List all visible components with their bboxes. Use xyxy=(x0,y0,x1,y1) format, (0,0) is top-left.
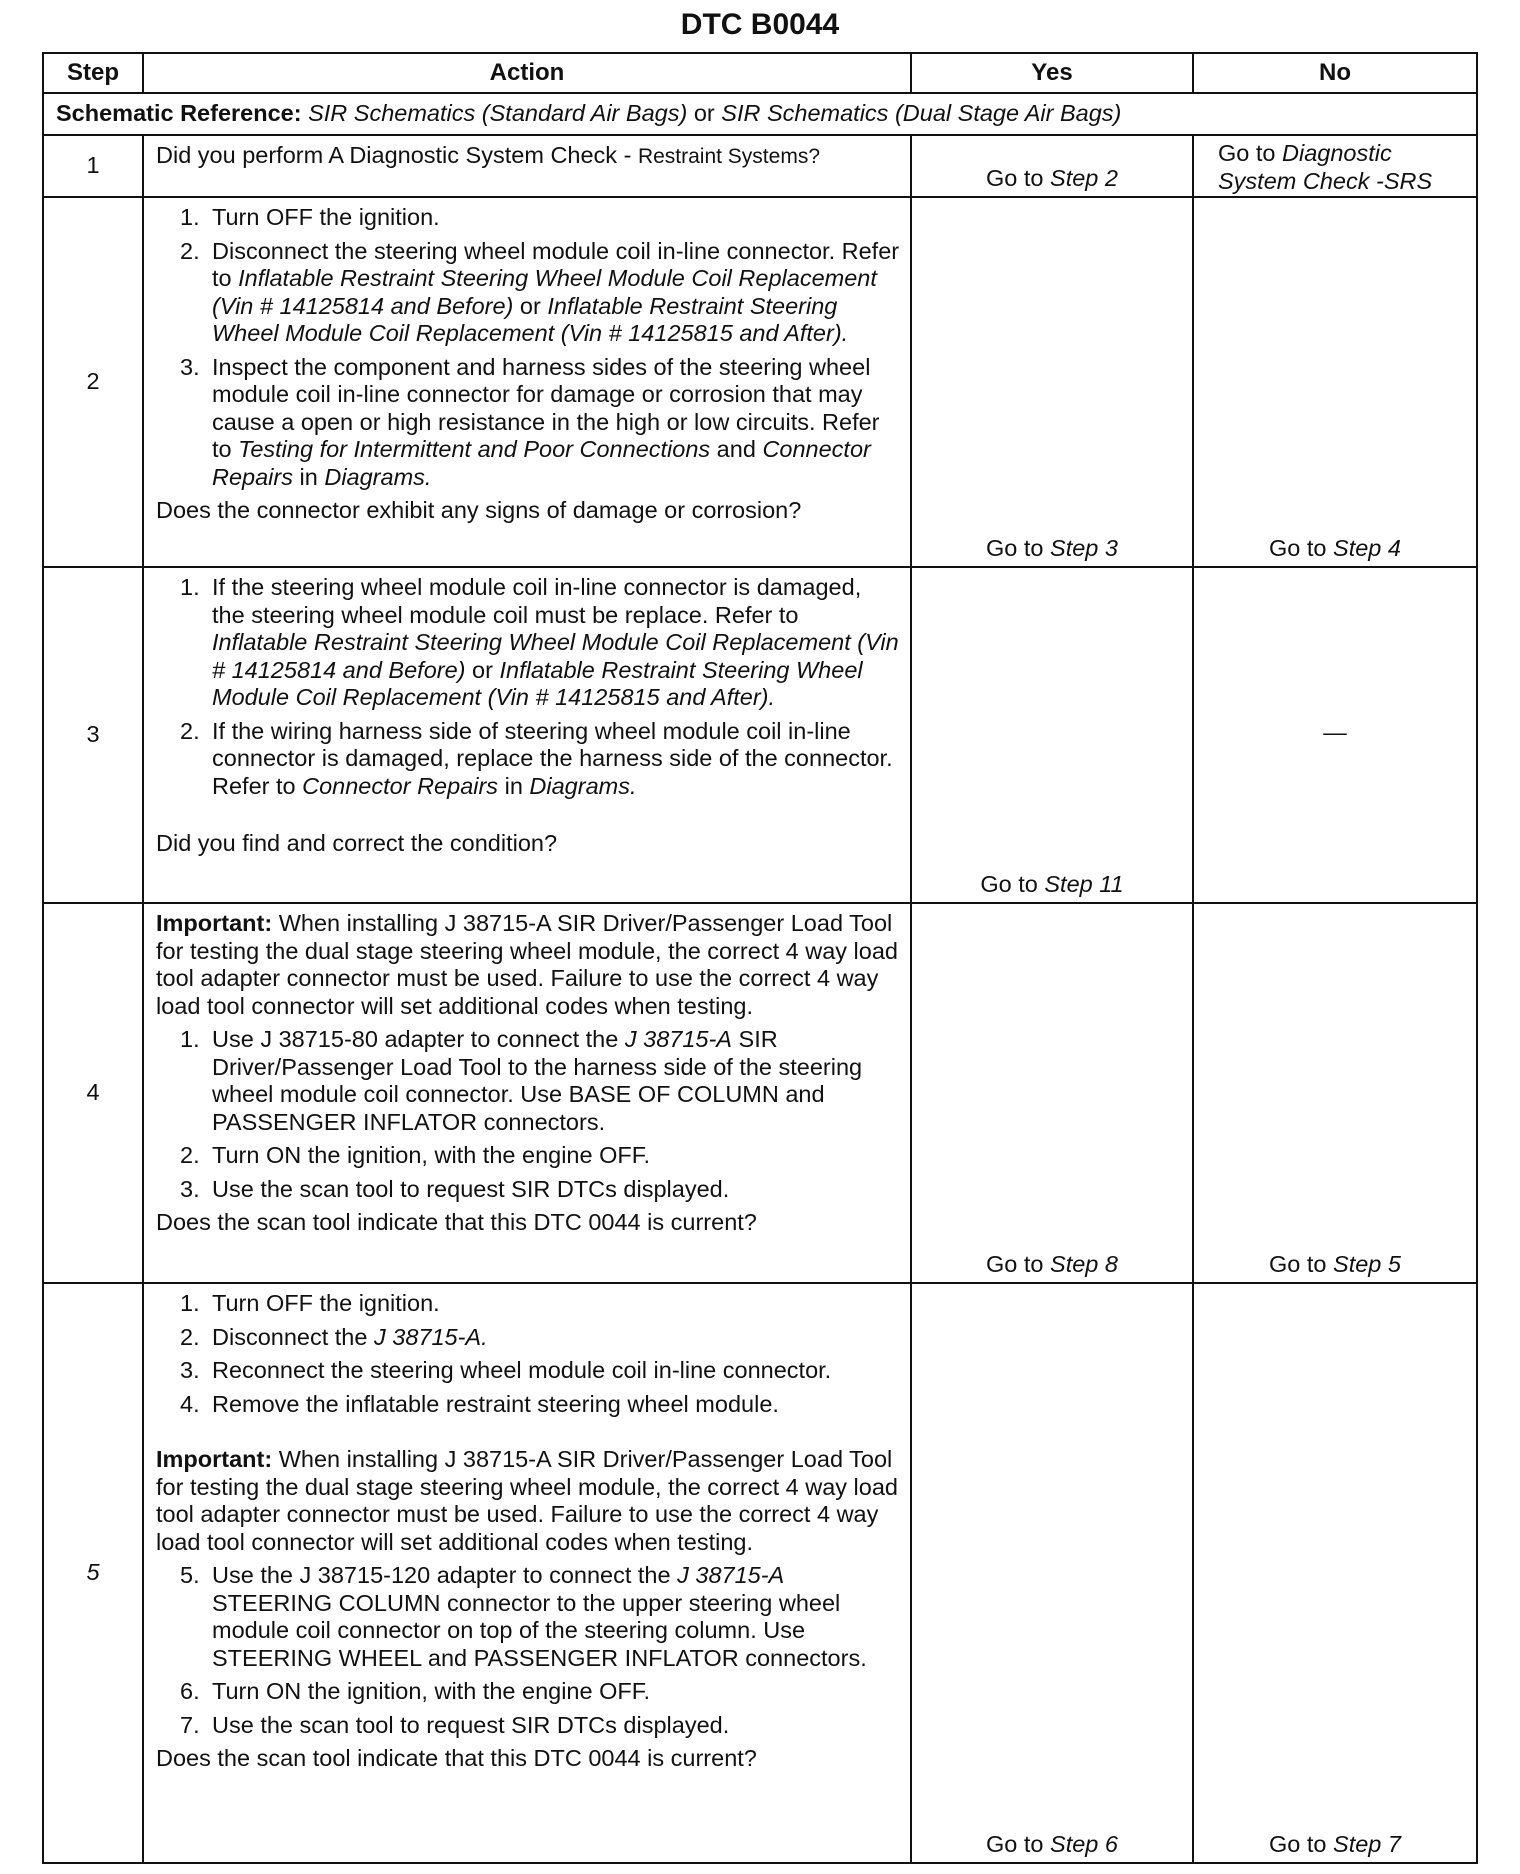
header-row xyxy=(43,53,1477,93)
yes-cell[interactable]: Go to Step 6 xyxy=(911,1283,1193,1863)
schematic-or: or xyxy=(693,100,715,127)
yes-cell[interactable]: Go to Step 3 xyxy=(911,197,1193,567)
instruction-item: 1. Use J 38715-80 adapter to connect the J 38715-A SIR Driver/Passenger Load Tool to the harness side of the steering wheel module coil connector. Use BASE OF COLUMN and PASSENGER INFLATOR connectors. xyxy=(180,1026,863,1135)
table-row-step-3 xyxy=(43,567,1477,903)
action-cell xyxy=(143,1283,911,1863)
table-row-step-2 xyxy=(43,197,1477,567)
step-number: 1 xyxy=(43,135,143,197)
no-cell[interactable]: Go to Step 7 xyxy=(1193,1283,1477,1863)
ref-link[interactable]: Testing for Intermittent and Poor Connections xyxy=(238,436,711,462)
instruction-list xyxy=(156,1290,900,1418)
instruction-list xyxy=(156,574,900,800)
ref-link[interactable]: Inflatable Restraint Steering Wheel Module Coil Replacement (Vin # 14125815 and After). xyxy=(212,292,849,346)
action-cell xyxy=(143,135,911,197)
question-text-b: Restraint Systems? xyxy=(637,145,820,168)
ref-link[interactable]: Inflatable Restraint Steering Wheel Module Coil Replacement (Vin # 14125814 and Before) xyxy=(212,629,899,683)
ref-link[interactable]: Diagrams. xyxy=(324,463,432,490)
instruction-item: 2. Disconnect the J 38715-A. xyxy=(180,1323,488,1350)
header-step: Step xyxy=(43,53,143,93)
instruction-item: 1. Turn OFF the ignition. xyxy=(180,1290,440,1316)
instruction-item: 4. Remove the inflatable restraint steering wheel module. xyxy=(180,1390,779,1417)
question: Does the scan tool indicate that this DTC 0044 is current? xyxy=(156,1209,757,1235)
yes-prefix: Go to xyxy=(986,164,1051,191)
question-text: Did you perform A Diagnostic System Check - xyxy=(156,142,638,168)
ref-link[interactable]: Inflatable Restraint Steering Wheel Module Coil Replacement (Vin # 14125815 and After). xyxy=(212,656,863,710)
no-cell[interactable]: Go to Step 4 xyxy=(1193,197,1477,567)
yes-link[interactable]: Step 3 xyxy=(1050,534,1118,561)
instruction-item: 2. Turn ON the ignition, with the engine OFF. xyxy=(180,1142,651,1168)
action-cell xyxy=(143,567,911,903)
instruction-list xyxy=(156,204,900,491)
yes-link[interactable]: Step 8 xyxy=(1050,1250,1118,1277)
instruction-item: 7. Use the scan tool to request SIR DTCs displayed. xyxy=(180,1711,730,1738)
important-note: Important: When installing J 38715-A SIR Driver/Passenger Load Tool for testing the dual stage steering wheel module, the correct 4 way load tool adapter connector must be used. Failure to use the correct 4 way load tool connector will set additional codes when testing. xyxy=(156,1446,898,1555)
question: Does the connector exhibit any signs of damage or corrosion? xyxy=(156,497,802,523)
schematic-reference xyxy=(43,93,1477,135)
yes-cell[interactable]: Go to Step 8 xyxy=(911,903,1193,1283)
no-cell[interactable]: Go to Step 5 xyxy=(1193,903,1477,1283)
step-number: 2 xyxy=(43,197,143,567)
instruction-item: 1. If the steering wheel module coil in-line connector is damaged, the steering wheel module coil must be replace. Refer to Inflatable Restraint Steering Wheel Module Coil Replacement (Vin # 14125814 and Before) or Inflatable Restraint Steering Wheel Module Coil Replacement (Vin # 14125815 and After). xyxy=(180,574,899,710)
yes-cell[interactable]: Go to Step 11 xyxy=(911,567,1193,903)
no-cell[interactable] xyxy=(1193,135,1477,197)
instruction-item: 3. Inspect the component and harness sides of the steering wheel module coil in-line connector for damage or corrosion that may cause a open or high resistance in the high or low circuits. Refer to Testing for Intermittent and Poor Connections and Connector Repairs in Diagrams. xyxy=(180,353,880,490)
diagnostic-table xyxy=(42,52,1478,1864)
ref-link[interactable]: Connector Repairs xyxy=(212,436,871,490)
ref-link[interactable]: Diagrams. xyxy=(529,772,637,799)
no-prefix: Go to xyxy=(1218,140,1283,166)
instruction-item: 5. Use the J 38715-120 adapter to connect the J 38715-A STEERING COLUMN connector to the upper steering wheel module coil connector on top of the steering column. Use STEERING WHEEL and PASSENGER INFLATOR connectors. xyxy=(180,1562,867,1671)
page-title: DTC B0044 xyxy=(680,8,840,41)
step-number: 5 xyxy=(43,1283,143,1863)
instruction-item: 3. Reconnect the steering wheel module coil in-line connector. xyxy=(180,1357,832,1383)
yes-cell[interactable] xyxy=(911,135,1193,197)
instruction-item: 2. If the wiring harness side of steering wheel module coil in-line connector is damaged, replace the harness side of the connector. Refer to Connector Repairs in Diagrams. xyxy=(180,717,893,799)
no-link[interactable]: Step 4 xyxy=(1333,534,1401,561)
instruction-item: 1. Turn OFF the ignition. xyxy=(180,204,440,230)
header-yes: Yes xyxy=(911,53,1193,93)
question: Did you find and correct the condition? xyxy=(156,830,558,856)
question xyxy=(156,142,900,171)
table-row-step-4 xyxy=(43,903,1477,1283)
yes-link[interactable]: Step 2 xyxy=(1050,164,1118,191)
question: Does the scan tool indicate that this DTC 0044 is current? xyxy=(156,1745,757,1771)
no-link[interactable]: Diagnostic System Check -SRS xyxy=(1218,140,1433,194)
step-number: 3 xyxy=(43,567,143,903)
action-cell xyxy=(143,903,911,1283)
instruction-item: 2. Disconnect the steering wheel module coil in-line connector. Refer to Inflatable Restraint Steering Wheel Module Coil Replacement (Vin # 14125814 and Before) or Inflatable Restraint Steering Wheel Module Coil Replacement (Vin # 14125815 and After). xyxy=(180,237,900,346)
table-row-step-1 xyxy=(43,135,1477,197)
header-no: No xyxy=(1193,53,1477,93)
table-row-step-5 xyxy=(43,1283,1477,1863)
no-link[interactable]: Step 7 xyxy=(1333,1830,1401,1857)
yes-link[interactable]: Step 11 xyxy=(1044,870,1124,897)
header-action: Action xyxy=(143,53,911,93)
schematic-label: Schematic Reference: xyxy=(56,100,302,127)
instruction-item: 3. Use the scan tool to request SIR DTCs displayed. xyxy=(180,1175,730,1202)
step-number: 4 xyxy=(43,903,143,1283)
schematic-link-standard[interactable]: SIR Schematics (Standard Air Bags) xyxy=(308,100,688,127)
important-note: Important: When installing J 38715-A SIR Driver/Passenger Load Tool for testing the dual stage steering wheel module, the correct 4 way load tool adapter connector must be used. Failure to use the correct 4 way load tool connector will set additional codes when testing. xyxy=(156,910,898,1019)
instruction-list xyxy=(156,1026,900,1203)
schematic-row xyxy=(43,93,1477,135)
ref-link[interactable]: Connector Repairs xyxy=(302,772,499,799)
no-link[interactable]: Step 5 xyxy=(1333,1250,1401,1277)
schematic-link-dual[interactable]: SIR Schematics (Dual Stage Air Bags) xyxy=(721,100,1122,127)
instruction-list xyxy=(156,1562,900,1739)
ref-link[interactable]: Inflatable Restraint Steering Wheel Module Coil Replacement (Vin # 14125814 and Before) xyxy=(212,265,877,319)
action-cell xyxy=(143,197,911,567)
yes-link[interactable]: Step 6 xyxy=(1050,1830,1118,1857)
instruction-item: 6. Turn ON the ignition, with the engine OFF. xyxy=(180,1678,651,1704)
no-cell: — xyxy=(1193,567,1477,903)
